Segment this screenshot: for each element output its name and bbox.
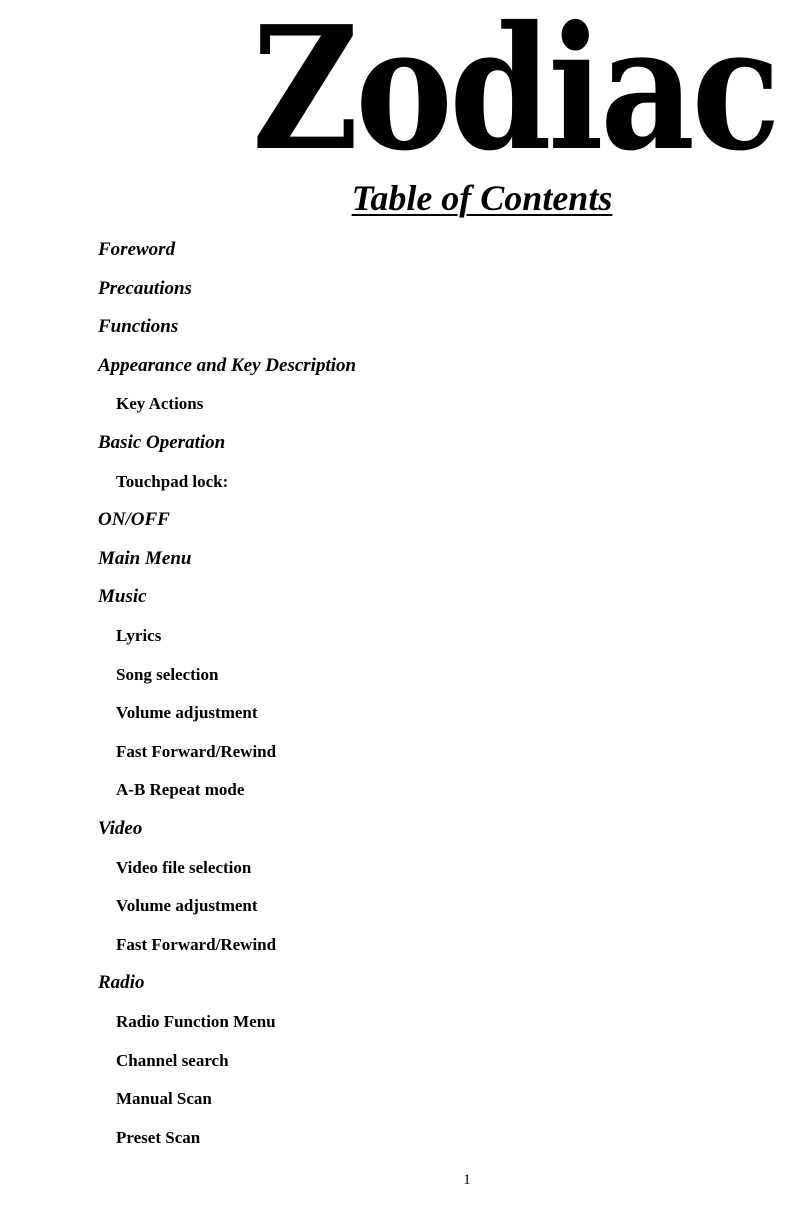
toc-subsection-item: Song selection: [116, 664, 219, 684]
page-number: 1: [463, 1172, 471, 1188]
toc-subsection-item: Volume adjustment: [116, 896, 258, 916]
toc-subsection-item: Fast Forward/Rewind: [116, 934, 277, 954]
toc-section-item: Radio: [98, 972, 145, 994]
toc-subsection-item: A-B Repeat mode: [116, 780, 245, 800]
toc-subsection-item: Touchpad lock:: [116, 471, 229, 491]
toc-subsection-item: Video file selection: [116, 857, 252, 877]
toc-section-item: Music: [98, 586, 147, 608]
toc-subsection-item: Fast Forward/Rewind: [116, 741, 277, 761]
toc-section-item: Functions: [98, 316, 179, 338]
toc-subsection-item: Preset Scan: [116, 1127, 201, 1147]
toc-subsection-item: Lyrics: [116, 626, 162, 645]
toc-section-item: Basic Operation: [98, 432, 226, 453]
toc-subsection-item: Manual Scan: [116, 1089, 212, 1109]
toc-subsection-item: Key Actions: [116, 394, 204, 414]
page-title: Table of Contents: [351, 178, 613, 218]
toc-section-item: Main Menu: [98, 547, 192, 569]
zodiac-logo: Zodiac: [252, 0, 778, 189]
toc-subsection-item: Radio Function Menu: [116, 1012, 276, 1031]
toc-section-item: Appearance and Key Description: [98, 354, 357, 376]
toc-section-item: ON/OFF: [98, 509, 170, 531]
toc-section-item: Precautions: [98, 277, 192, 299]
toc-subsection-item: Channel search: [116, 1050, 229, 1070]
toc-section-item: Video: [98, 818, 143, 839]
toc-subsection-item: Volume adjustment: [116, 703, 258, 723]
toc-section-item: Foreword: [98, 239, 176, 260]
